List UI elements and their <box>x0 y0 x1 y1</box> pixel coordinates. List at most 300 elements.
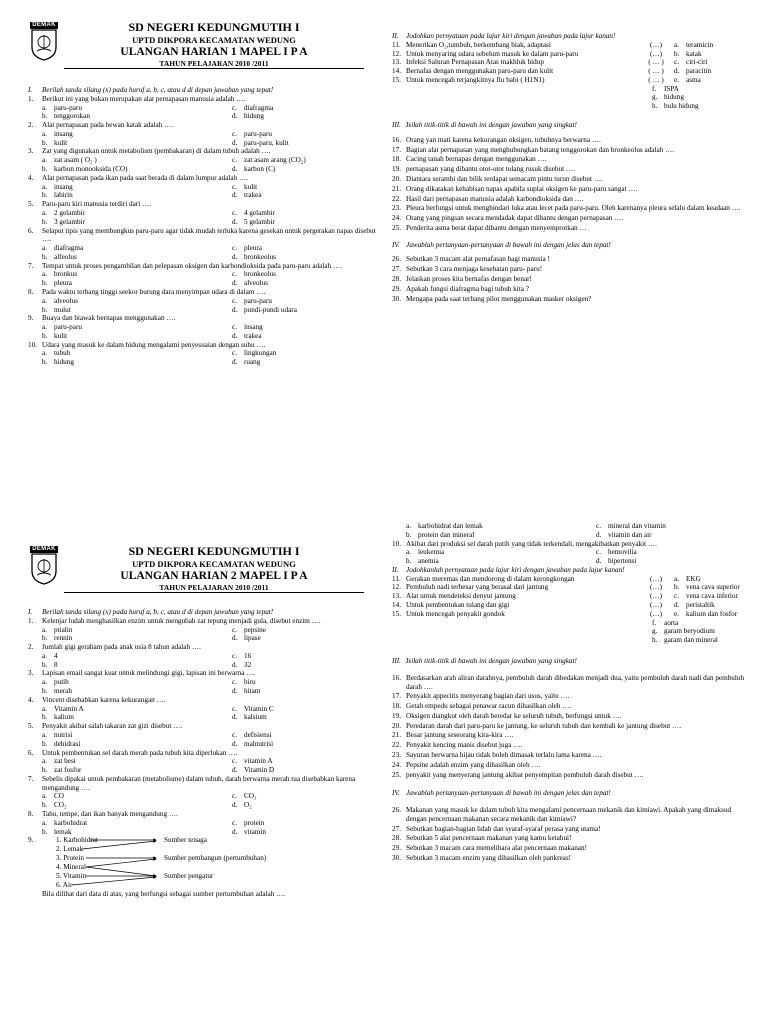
answer-options <box>28 792 380 810</box>
question-number: 8. <box>28 809 34 818</box>
right-column <box>392 522 752 864</box>
option-a[interactable] <box>42 323 232 332</box>
question-number: 1. <box>28 616 34 625</box>
option-letter: b. <box>42 766 48 775</box>
option-b[interactable] <box>406 557 596 566</box>
option-b[interactable] <box>42 139 232 148</box>
option-text: insang <box>54 129 73 138</box>
matching-answer <box>674 41 752 50</box>
option-text: diafragma <box>244 103 274 112</box>
question-number: 29. <box>392 844 401 853</box>
shield-emblem-icon <box>30 553 58 585</box>
question-text: Zat yang digunakan untuk metabolism (pembakaran) di dalam tubuh adalah …. <box>42 147 271 156</box>
option-letter: b. <box>42 165 48 174</box>
answer-text: ISPA <box>664 84 679 93</box>
option-b[interactable] <box>42 801 232 810</box>
option-text: defisiensi <box>244 730 272 739</box>
question-number: 12. <box>392 583 401 592</box>
option-text: 16 <box>244 651 252 660</box>
question-number: 18. <box>392 702 401 711</box>
statement-text: Untuk pembentukan tulang dan gigi <box>406 601 510 610</box>
option-a[interactable] <box>42 705 232 714</box>
option-text: karbohidrat <box>54 818 88 827</box>
question-text: Hasil dari pernapasan manusia adalah karbondioksida dan …. <box>406 194 584 203</box>
question-number: 27. <box>392 265 401 274</box>
option-d[interactable] <box>232 112 392 121</box>
short-answer-item <box>392 761 752 770</box>
answer-blank[interactable]: ( … ) <box>648 58 664 67</box>
option-d[interactable] <box>232 165 392 174</box>
question-text: Alat pernapasan pada hewan katak adalah …. <box>42 121 174 130</box>
option-letter: b. <box>42 191 48 200</box>
answer-blank[interactable]: ( … ) <box>648 75 664 84</box>
option-text: 2 gelambir <box>54 208 85 217</box>
question-number: 10. <box>392 539 401 548</box>
answer-options <box>28 130 380 148</box>
question-number: 24. <box>392 214 401 223</box>
option-a[interactable] <box>42 792 232 801</box>
diagram-target: Sumber tenaga <box>164 836 207 845</box>
matching-statement <box>392 50 638 59</box>
logo-label: DEMAK <box>30 546 58 553</box>
option-text: tenggorokan <box>54 112 90 121</box>
option-text: CO₃ <box>244 792 257 801</box>
answer-blank[interactable]: (…) <box>650 40 662 49</box>
option-b[interactable]: b. protein dan mineral <box>406 530 475 539</box>
option-text: 32 <box>244 660 252 669</box>
option-b[interactable] <box>42 358 232 367</box>
question-text: Lapisan email sangat kuat untuk melindungi gigi, lapisan ini berwarna …. <box>42 669 256 678</box>
question-number: 11. <box>392 40 401 49</box>
option-d[interactable] <box>232 358 392 367</box>
short-answer-item <box>392 155 752 164</box>
question-number: 23. <box>392 204 401 213</box>
matching-row <box>392 583 752 592</box>
section-iii-title: III. Isilah titik-titik di bawah ini dengan jawaban yang singkat! <box>392 121 577 130</box>
option-letter: a. <box>406 548 411 557</box>
option-text: alveolus <box>244 279 268 288</box>
option-d[interactable] <box>232 801 392 810</box>
question-number: 26. <box>392 806 401 815</box>
answer-blank[interactable]: (…) <box>650 592 662 601</box>
short-answer-item <box>392 165 752 174</box>
option-d[interactable] <box>232 139 392 148</box>
short-answer-item <box>392 146 752 155</box>
option-letter: a. <box>42 704 47 713</box>
option-letter: b. <box>42 634 48 643</box>
section-iii-title: III. Isilah titik-titik di bawah ini dengan jawaban yang singkat! <box>392 656 577 665</box>
option-c[interactable] <box>232 652 392 661</box>
option-text: labirin <box>54 191 73 200</box>
option-b[interactable] <box>42 253 232 262</box>
option-letter: d. <box>232 112 238 121</box>
option-letter: c. <box>232 129 237 138</box>
question-text: Bagian alat pernapasan yang menghubungkan batang tenggorokan dan bronkeolus adalah …. <box>406 145 675 154</box>
option-c[interactable] <box>232 270 392 279</box>
question-number: 2. <box>28 121 34 130</box>
option-letter: a. <box>42 296 47 305</box>
question-text: Vincent disebabkan karena kekurangan …. <box>42 695 166 704</box>
question-6 <box>28 227 380 245</box>
question-text: Getah empedu sebagai penawar racun dihasilkan oleh …. <box>406 702 572 711</box>
question-text: Untuk pembentukan sel darah merah pada tubuh kita diperlukan …. <box>42 748 238 757</box>
question-number: 15. <box>392 75 401 84</box>
option-text: 5 gelambir <box>244 217 275 226</box>
option-text: CO₂ <box>54 801 67 810</box>
question-text: Buaya dan biawak bernapas menggunakan …. <box>42 314 176 323</box>
option-text: vitamin <box>244 827 266 836</box>
academic-year: TAHUN PELAJARAN 2010 /2011 <box>64 583 364 593</box>
option-a[interactable] <box>42 297 232 306</box>
statement-text: Gerakan meremas dan mendorong di dalam kerongkongan <box>406 574 575 583</box>
option-b[interactable] <box>42 112 232 121</box>
question-text: Sebutkan 3 macam alat pernafasan bagi manusia ! <box>406 255 550 264</box>
option-b[interactable] <box>42 828 232 837</box>
answer-text: teramicin <box>686 40 714 49</box>
answer-blank[interactable]: (…) <box>650 609 662 618</box>
option-text: putih <box>54 678 69 687</box>
option-c[interactable] <box>232 626 392 635</box>
option-letter: d. <box>232 634 238 643</box>
matching-extra-answers <box>392 619 752 645</box>
short-answer-item <box>392 702 752 711</box>
option-letter: b. <box>42 252 48 261</box>
left-column <box>28 82 380 367</box>
matching-answer <box>674 592 752 601</box>
question-4 <box>28 174 380 183</box>
left-column <box>28 604 380 899</box>
option-letter: c. <box>232 156 237 165</box>
option-d[interactable] <box>232 687 392 696</box>
answer-letter: c. <box>674 58 679 67</box>
option-a[interactable] <box>42 349 232 358</box>
diagram-item: 6. Air <box>56 881 73 890</box>
option-d[interactable] <box>232 253 392 262</box>
option-text: hidung <box>54 358 74 367</box>
option-text: leukemia <box>418 548 445 557</box>
question-text: Makanan yang masuk ke dalam tubuh kita mengalami pencernaan mekanik dan kimiawi. Apakah yang dimaksud dengan pencernaan makanan secara mekanik dan kimiawi? <box>406 806 732 823</box>
answer-blank[interactable]: (…) <box>650 574 662 583</box>
option-d[interactable] <box>232 218 392 227</box>
option-letter: a. <box>42 730 47 739</box>
option-a[interactable] <box>42 270 232 279</box>
matching-answer-extra <box>392 619 752 628</box>
option-c[interactable] <box>232 705 392 714</box>
option-a[interactable] <box>42 626 232 635</box>
answer-text: kalium dan fosfor <box>686 609 738 618</box>
option-text: trakea <box>244 191 262 200</box>
option-b[interactable] <box>42 332 232 341</box>
matching-row <box>392 592 752 601</box>
option-text: O₂ <box>244 801 252 810</box>
exam-header <box>64 20 364 69</box>
answer-options <box>28 652 380 670</box>
statement-text: Untuk mencegah terjangkitnya flu babi ( H1N1) <box>406 75 545 84</box>
exam-title: ULANGAN HARIAN 2 MAPEL I P A <box>120 569 308 582</box>
answer-text: paracitin <box>686 67 712 76</box>
section-ii-title: II. Jodohkanlah pernyataan pada lajur kiri dengan jawaban pada lajur kanan! <box>392 565 625 574</box>
diagram-item: 3. Protein <box>56 854 84 863</box>
question-number: 11. <box>392 574 401 583</box>
question-number: 22. <box>392 741 401 750</box>
option-letter: a. <box>42 792 47 801</box>
option-b[interactable] <box>42 661 232 670</box>
option-letter: c. <box>232 296 237 305</box>
question-2 <box>28 121 380 130</box>
matching-row <box>392 610 752 619</box>
question-number: 9. <box>28 314 34 323</box>
nutrient-diagram <box>42 836 380 890</box>
option-text: CO <box>54 792 64 801</box>
option-c[interactable] <box>232 349 392 358</box>
short-answer-item <box>392 741 752 750</box>
question-number: 23. <box>392 750 401 759</box>
option-d[interactable] <box>232 279 392 288</box>
option-letter: d. <box>232 766 238 775</box>
question-2 <box>28 643 380 652</box>
answer-options <box>28 731 380 749</box>
answer-text: garam beryodium <box>664 627 715 636</box>
matching-answer <box>674 50 752 59</box>
option-letter: d. <box>232 165 238 174</box>
option-a[interactable] <box>42 156 232 165</box>
question-text: Jumlah gigi geraham pada anak usia 8 tahun adalah …. <box>42 643 201 652</box>
option-text: paru-paru <box>244 296 272 305</box>
option-c[interactable] <box>232 792 392 801</box>
short-answer-item <box>392 214 752 223</box>
question-text: Sebelis dipakai untuk pembakaran (metabolisme) dalam tubuh, darah berwarna merah tua disebabkan karena mengandung …. <box>42 774 356 792</box>
answer-options <box>28 270 380 288</box>
question-number: 21. <box>392 184 401 193</box>
question-text: Orang yang pingsan secara mendadak dapat dibantu dengan pernapasan …. <box>406 214 624 223</box>
option-c[interactable] <box>232 757 392 766</box>
matching-answer-extra <box>392 93 752 102</box>
question-number: 26. <box>392 255 401 264</box>
option-d[interactable] <box>596 557 756 566</box>
question-9-text: Bila dilihat dari data di atas, yang berfungsi sebagai sumber pertumbuhan adalah …. <box>42 890 286 899</box>
option-a[interactable] <box>406 548 596 557</box>
diagram-item: 5. Vitamin <box>56 872 87 881</box>
answer-letter: d. <box>674 601 680 610</box>
option-a[interactable] <box>42 757 232 766</box>
option-text: paru-paru, kulit <box>244 138 289 147</box>
question-number: 15. <box>392 609 401 618</box>
matching-answer <box>674 583 752 592</box>
answer-blank[interactable]: (…) <box>650 49 662 58</box>
section-ii-title: II. Jodohkan pernyataan pada lajur kiri dengan jawaban pada lajur kanan! <box>392 32 616 40</box>
option-b[interactable] <box>42 165 232 174</box>
option-letter: a. <box>42 323 47 332</box>
option-letter: a. <box>42 156 47 165</box>
option-a[interactable] <box>42 130 232 139</box>
option-b[interactable] <box>42 306 232 315</box>
option-b[interactable] <box>42 191 232 200</box>
option-b[interactable] <box>42 740 232 749</box>
short-answer-item <box>392 771 752 780</box>
essay-item <box>392 275 752 284</box>
option-text: alveolus <box>54 296 78 305</box>
option-d[interactable] <box>232 828 392 837</box>
option-c[interactable] <box>232 297 392 306</box>
answer-letter: d. <box>674 67 680 76</box>
option-text: Vitamin C <box>244 704 274 713</box>
matching-statement <box>392 583 638 592</box>
diagram-target: Sumber pembangun (pertumbuhan) <box>164 854 267 863</box>
option-text: hipertensi <box>608 557 637 566</box>
option-c[interactable] <box>232 183 392 192</box>
option-letter: d. <box>232 138 238 147</box>
option-a[interactable] <box>42 183 232 192</box>
option-a[interactable] <box>42 819 232 828</box>
option-text: trakea <box>244 331 262 340</box>
option-b[interactable] <box>42 634 232 643</box>
option-a[interactable] <box>42 244 232 253</box>
question-text: Tahu, tempe, dan ikan banyak mengandung …. <box>42 809 178 818</box>
section-iv-title: IV. Jawablah pertanyaan-pertanyaan di bawah ini dengan jelas dan tepat! <box>392 789 611 798</box>
option-c[interactable] <box>596 548 756 557</box>
matching-statement <box>392 592 638 601</box>
question-text: Penyakit kencing manis disebut juga …. <box>406 741 523 750</box>
option-b[interactable] <box>42 766 232 775</box>
matching-row <box>392 76 752 85</box>
question-number: 16. <box>392 135 401 144</box>
statement-text: Untuk menyaring udara sebelum masuk ke dalam paru-paru <box>406 49 579 58</box>
answer-blank[interactable]: (…) <box>650 583 662 592</box>
question-number: 7. <box>28 774 34 783</box>
question-4 <box>28 696 380 705</box>
option-d[interactable] <box>232 306 392 315</box>
option-text: hidung <box>244 112 264 121</box>
option-letter: d. <box>232 713 238 722</box>
question-number: 27. <box>392 824 401 833</box>
option-c[interactable] <box>232 209 392 218</box>
option-text: bronkeolus <box>244 270 276 279</box>
option-c[interactable] <box>232 104 392 113</box>
statement-text: Infeksi Saluran Pernapasan Atas makhluk hidup <box>406 58 544 67</box>
multiple-choice-list <box>28 617 380 837</box>
answer-text: katak <box>686 49 702 58</box>
shield-emblem-icon <box>30 29 58 61</box>
option-text: ptialin <box>54 625 73 634</box>
option-text: kulit <box>244 182 258 191</box>
option-letter: a. <box>42 818 47 827</box>
option-text: pleura <box>54 279 72 288</box>
option-d[interactable] <box>232 634 392 643</box>
option-letter: b. <box>42 827 48 836</box>
option-text: ruang <box>244 358 261 367</box>
question-text: Sebutkan 3 cara menjaga kesehatan paru- paru! <box>406 265 543 274</box>
option-d[interactable] <box>232 766 392 775</box>
matching-answer <box>674 601 752 610</box>
question-text: Penyakit appecitis menyerang bagian dari usus, yaitu …. <box>406 692 570 701</box>
option-letter: b. <box>42 305 48 314</box>
option-letter: d. <box>232 660 238 669</box>
option-c[interactable] <box>232 731 392 740</box>
option-b[interactable] <box>42 687 232 696</box>
uptd-name: UPTD DIKPORA KECAMATAN WEDUNG <box>132 34 296 45</box>
short-answer-item <box>392 692 752 701</box>
option-c[interactable] <box>232 156 392 165</box>
answer-text: vena cava superior <box>686 583 740 592</box>
short-answer-item <box>392 136 752 145</box>
option-b[interactable] <box>42 279 232 288</box>
answer-blank[interactable]: ( … ) <box>648 67 664 76</box>
option-letter: a. <box>42 651 47 660</box>
school-logo <box>30 546 58 588</box>
option-c[interactable]: c. mineral dan vitamin <box>596 522 666 530</box>
matching-row <box>392 575 752 584</box>
option-a[interactable] <box>42 678 232 687</box>
option-a[interactable] <box>42 652 232 661</box>
essay-list <box>392 255 752 303</box>
option-letter: a. <box>42 625 47 634</box>
option-c[interactable] <box>232 323 392 332</box>
option-text: dehidrasi <box>54 739 81 748</box>
option-text: karbon (C) <box>244 165 276 174</box>
matching-row <box>392 50 752 59</box>
matching-answer <box>674 58 752 67</box>
option-text: lipase <box>244 634 261 643</box>
answer-blank[interactable]: (…) <box>650 601 662 610</box>
option-letter: b. <box>42 138 48 147</box>
option-c[interactable] <box>232 244 392 253</box>
option-text: merah <box>54 687 72 696</box>
matching-answer <box>674 610 752 619</box>
option-d[interactable] <box>232 191 392 200</box>
option-a[interactable]: a. karbohidrat dan lemak <box>406 522 483 530</box>
statement-text: Untuk mencegah penyakit gondok <box>406 609 505 618</box>
option-b[interactable] <box>42 218 232 227</box>
option-a[interactable] <box>42 731 232 740</box>
short-answer-item <box>392 674 752 692</box>
option-c[interactable] <box>232 130 392 139</box>
answer-options <box>28 678 380 696</box>
option-d[interactable]: d. vitamin dan air <box>596 530 652 539</box>
option-a[interactable] <box>42 209 232 218</box>
option-d[interactable] <box>232 661 392 670</box>
option-d[interactable] <box>232 332 392 341</box>
question-number: 10. <box>28 340 37 349</box>
option-d[interactable] <box>232 713 392 722</box>
answer-letter: g. <box>652 93 658 102</box>
option-c[interactable] <box>232 819 392 828</box>
question-text: Sayuran berwarna hijau tidak boleh dimasak terlalu lama karena …. <box>406 750 602 759</box>
question-text: Tempat untuk proses pengambilan dan pelepasan oksigen dan karbondioksida pada paru-paru adalah …. <box>42 261 342 270</box>
question-10 <box>392 540 752 566</box>
option-d[interactable] <box>232 740 392 749</box>
option-text: kalsium <box>244 713 267 722</box>
option-letter: b. <box>42 358 48 367</box>
option-a[interactable] <box>42 104 232 113</box>
matching-statement <box>392 610 638 619</box>
question-number: 24. <box>392 760 401 769</box>
short-answer-item <box>392 185 752 194</box>
school-name: SD NEGERI KEDUNGMUTIH I <box>128 544 300 558</box>
short-answer-list <box>392 136 752 233</box>
question-text: Mengapa pada saat terbang pilot menggunakan masker oksigen? <box>406 294 592 303</box>
answer-text: hidung <box>664 93 684 102</box>
option-text: lingkungan <box>244 349 277 358</box>
question-number: 16. <box>392 673 401 682</box>
question-number: 12. <box>392 49 401 58</box>
option-b[interactable] <box>42 713 232 722</box>
option-letter: c. <box>596 548 601 557</box>
option-text: pepsine <box>244 625 266 634</box>
matching-statement <box>392 76 638 85</box>
option-text: zat fosfor <box>54 766 82 775</box>
option-c[interactable] <box>232 678 392 687</box>
option-letter: d. <box>232 801 238 810</box>
